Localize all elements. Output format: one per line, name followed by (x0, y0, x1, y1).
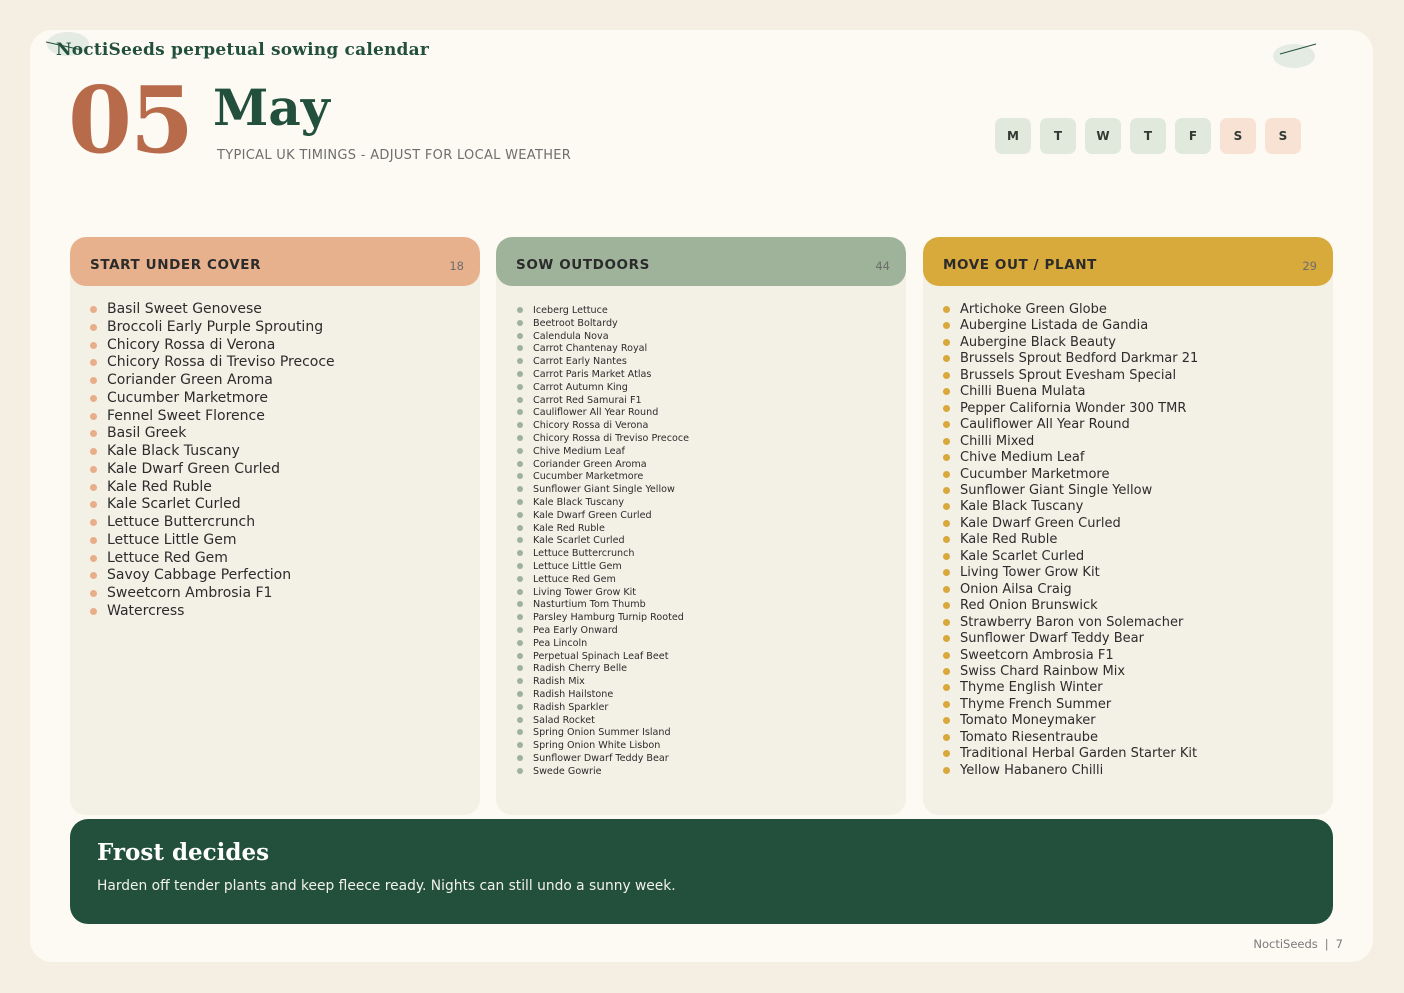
bullet-icon (943, 487, 950, 494)
bullet-icon (943, 339, 950, 346)
list-item (960, 368, 1333, 384)
list-item (533, 740, 906, 753)
bullet-icon (943, 438, 950, 445)
plant-name: Tomato Riesentraube (960, 729, 1099, 745)
calendar-page (30, 30, 1373, 962)
plant-name: Perpetual Spinach Leaf Beet (533, 650, 669, 662)
plant-name: Living Tower Grow Kit (533, 586, 637, 598)
list-item (533, 369, 906, 382)
list-item (960, 730, 1333, 746)
bullet-icon (517, 589, 523, 595)
list-item (533, 663, 906, 676)
bullet-icon (90, 342, 97, 349)
bullet-icon (517, 717, 523, 723)
bullet-icon (90, 430, 97, 437)
weekday-6: S (1265, 118, 1301, 154)
bullet-icon (90, 501, 97, 508)
plant-name: Carrot Autumn King (533, 381, 628, 393)
list-item (960, 631, 1333, 647)
bullet-icon (943, 503, 950, 510)
plant-name: Pea Lincoln (533, 637, 588, 649)
timing-note: TYPICAL UK TIMINGS - ADJUST FOR LOCAL WEATHER (217, 148, 572, 163)
list-item (960, 713, 1333, 729)
list-item (533, 599, 906, 612)
plant-name: Basil Sweet Genovese (107, 301, 262, 317)
list-item (107, 337, 480, 355)
bullet-icon (517, 473, 523, 479)
bullet-icon (517, 422, 523, 428)
footer-separator: | (1324, 937, 1329, 951)
plant-name: Beetroot Boltardy (533, 317, 618, 329)
bullet-icon (943, 602, 950, 609)
bullet-icon (517, 448, 523, 454)
bullet-icon (943, 701, 950, 708)
plant-name: Broccoli Early Purple Sprouting (107, 318, 324, 335)
bullet-icon (943, 388, 950, 395)
plant-name: Kale Dwarf Green Curled (960, 515, 1121, 531)
list-item (533, 625, 906, 638)
weekday-1: T (1040, 118, 1076, 154)
plant-name: Coriander Green Aroma (107, 372, 273, 388)
bullet-icon (90, 395, 97, 402)
plant-name: Chicory Rossa di Treviso Precoce (533, 432, 690, 444)
plant-name: Lettuce Buttercrunch (533, 548, 635, 560)
bullet-icon (90, 537, 97, 544)
list-item (533, 535, 906, 548)
plant-name: Chilli Mixed (960, 433, 1035, 449)
column-title: SOW OUTDOORS (516, 256, 650, 273)
plant-name: Spring Onion Summer Island (533, 727, 671, 739)
bullet-icon (517, 307, 523, 313)
plant-name: Sunflower Giant Single Yellow (960, 482, 1153, 498)
plant-name: Chive Medium Leaf (533, 445, 625, 457)
weekday-2: W (1085, 118, 1121, 154)
plant-name: Cauliflower All Year Round (960, 417, 1130, 433)
plant-name: Kale Black Tuscany (533, 496, 625, 508)
column-title: START UNDER COVER (90, 256, 262, 273)
weekday-3: T (1130, 118, 1166, 154)
list-item (107, 514, 480, 532)
list-item (960, 483, 1333, 499)
plant-name: Lettuce Little Gem (533, 560, 622, 572)
bullet-icon (517, 665, 523, 671)
list-item (960, 516, 1333, 532)
weekday-strip (995, 118, 1301, 154)
banner-title: Frost decides (97, 839, 270, 866)
list-item (107, 550, 480, 568)
plant-name: Spring Onion White Lisbon (533, 740, 661, 752)
bullet-icon (517, 729, 523, 735)
bullet-icon (943, 355, 950, 362)
plant-name: Artichoke Green Globe (960, 302, 1107, 317)
list-item (533, 433, 906, 446)
list-item (960, 450, 1333, 466)
column-sow-outdoors (496, 237, 906, 815)
bullet-icon (517, 768, 523, 774)
weekday-0: M (995, 118, 1031, 154)
plant-name: Lettuce Red Gem (533, 573, 616, 585)
bullet-icon (90, 555, 97, 562)
list-item (960, 549, 1333, 565)
plant-name: Chive Medium Leaf (960, 450, 1085, 466)
bullet-icon (517, 653, 523, 659)
list-item (533, 318, 906, 331)
day-number: 05 (68, 66, 193, 174)
plant-name: Red Onion Brunswick (960, 598, 1098, 614)
plant-name: Sweetcorn Ambrosia F1 (960, 647, 1114, 663)
plant-name: Radish Sparkler (533, 701, 609, 713)
plant-name: Sunflower Dwarf Teddy Bear (960, 631, 1144, 647)
plant-name: Chicory Rossa di Verona (533, 420, 649, 432)
list-item (960, 417, 1333, 433)
bullet-icon (517, 358, 523, 364)
list-item (533, 305, 906, 318)
bullet-icon (517, 409, 523, 415)
list-item (533, 382, 906, 395)
list-item (533, 753, 906, 766)
list-item (533, 484, 906, 497)
list-item (960, 532, 1333, 548)
list-item (960, 401, 1333, 417)
list-item (107, 567, 480, 585)
bullet-icon (517, 384, 523, 390)
list-item (960, 318, 1333, 334)
plant-name: Kale Red Ruble (533, 522, 605, 534)
list-item (960, 763, 1333, 779)
plant-name: Strawberry Baron von Solemacher (960, 614, 1184, 630)
plant-name: Swiss Chard Rainbow Mix (960, 663, 1126, 679)
item-count: 29 (1302, 258, 1317, 273)
list-item (960, 582, 1333, 598)
bullet-icon (517, 333, 523, 339)
bullet-icon (90, 608, 97, 615)
plant-name: Lettuce Buttercrunch (107, 514, 256, 530)
list-item (533, 715, 906, 728)
bullet-icon (943, 619, 950, 626)
list-item (960, 746, 1333, 762)
plant-name: Pepper California Wonder 300 TMR (960, 400, 1187, 416)
plant-name: Fennel Sweet Florence (107, 407, 265, 424)
bullet-icon (90, 519, 97, 526)
list-item (960, 680, 1333, 696)
list-item (533, 343, 906, 356)
bullet-icon (943, 536, 950, 543)
list-item (533, 651, 906, 664)
bullet-icon (90, 484, 97, 491)
bullet-icon (943, 520, 950, 527)
list-item (107, 443, 480, 461)
list-item (533, 395, 906, 408)
bullet-icon (943, 717, 950, 724)
list-item (533, 356, 906, 369)
bullet-icon (517, 755, 523, 761)
plant-name: Kale Scarlet Curled (960, 548, 1085, 564)
bullet-icon (517, 435, 523, 441)
frost-banner (70, 819, 1333, 924)
month-title: May (213, 78, 330, 137)
plant-name: Carrot Chantenay Royal (533, 343, 648, 355)
bullet-icon (517, 486, 523, 492)
plant-name: Kale Black Tuscany (107, 443, 240, 459)
plant-name: Lettuce Red Gem (107, 549, 228, 566)
plant-name: Kale Dwarf Green Curled (533, 509, 652, 521)
plant-name: Iceberg Lettuce (533, 305, 608, 316)
leaf-decoration-right (1270, 40, 1320, 70)
list-item (533, 497, 906, 510)
bullet-icon (943, 586, 950, 593)
plant-name: Tomato Moneymaker (960, 713, 1096, 729)
bullet-icon (90, 306, 97, 313)
list-item (107, 425, 480, 443)
plant-name: Radish Mix (533, 676, 585, 688)
list-item (533, 523, 906, 536)
list-item (533, 612, 906, 625)
plant-name: Kale Red Ruble (960, 532, 1058, 548)
item-count: 18 (449, 258, 464, 273)
plant-name: Salad Rocket (533, 714, 595, 726)
list-item (960, 434, 1333, 450)
bullet-icon (90, 572, 97, 579)
bullet-icon (90, 324, 97, 331)
bullet-icon (943, 635, 950, 642)
bullet-icon (517, 371, 523, 377)
list-item (533, 766, 906, 779)
list-item (533, 510, 906, 523)
list-item (960, 565, 1333, 581)
bullet-icon (517, 537, 523, 543)
page-number: 7 (1335, 937, 1343, 951)
plant-name: Thyme French Summer (960, 696, 1112, 712)
bullet-icon (517, 345, 523, 351)
list-item (960, 615, 1333, 631)
bullet-icon (517, 563, 523, 569)
plant-name: Cauliflower All Year Round (533, 407, 659, 419)
column-header (496, 237, 906, 286)
bullet-icon (943, 767, 950, 774)
plant-name: Chicory Rossa di Verona (107, 336, 276, 353)
bullet-icon (943, 322, 950, 329)
plant-name: Carrot Red Samurai F1 (533, 394, 642, 406)
bullet-icon (943, 668, 950, 675)
bullet-icon (517, 397, 523, 403)
list-item (533, 420, 906, 433)
list-item (533, 638, 906, 651)
banner-text: Harden off tender plants and keep fleece ready. Nights can still undo a sunny week. (97, 878, 676, 894)
list-item (533, 407, 906, 420)
bullet-icon (943, 306, 950, 313)
list-item (107, 461, 480, 479)
plant-name: Living Tower Grow Kit (960, 565, 1100, 581)
plant-name: Brussels Sprout Evesham Special (960, 367, 1177, 383)
plant-name: Aubergine Black Beauty (960, 334, 1116, 350)
column-start-under-cover (70, 237, 480, 815)
list-item (533, 446, 906, 459)
page-footer (1253, 937, 1343, 951)
footer-brand: NoctiSeeds (1253, 937, 1318, 951)
list-item (960, 697, 1333, 713)
column-header (70, 237, 480, 286)
plant-name: Thyme English Winter (960, 680, 1103, 696)
plant-name: Radish Hailstone (533, 688, 614, 700)
bullet-icon (517, 512, 523, 518)
column-move-out-plant (923, 237, 1333, 815)
plant-name: Onion Ailsa Craig (960, 581, 1072, 597)
plant-name: Coriander Green Aroma (533, 458, 647, 470)
bullet-icon (943, 372, 950, 379)
list-item (960, 335, 1333, 351)
list-item (533, 459, 906, 472)
list-item (533, 548, 906, 561)
list-item (107, 372, 480, 390)
bullet-icon (517, 704, 523, 710)
plant-name: Lettuce Little Gem (107, 531, 237, 548)
list-item (533, 676, 906, 689)
bullet-icon (90, 448, 97, 455)
plant-name: Cucumber Marketmore (533, 471, 644, 483)
bullet-icon (943, 750, 950, 757)
plant-name: Chilli Buena Mulata (960, 384, 1086, 400)
list-item (107, 408, 480, 426)
bullet-icon (517, 499, 523, 505)
weekday-5: S (1220, 118, 1256, 154)
brand-title: NoctiSeeds perpetual sowing calendar (56, 40, 430, 60)
bullet-icon (943, 569, 950, 576)
list-item (107, 390, 480, 408)
plant-name: Traditional Herbal Garden Starter Kit (960, 746, 1198, 762)
bullet-icon (517, 320, 523, 326)
bullet-icon (943, 684, 950, 691)
list-item (533, 331, 906, 344)
bullet-icon (90, 413, 97, 420)
list-item (533, 689, 906, 702)
plant-name: Savoy Cabbage Perfection (107, 567, 292, 584)
bullet-icon (90, 466, 97, 473)
list-item (960, 302, 1333, 318)
plant-name: Aubergine Listada de Gandia (960, 318, 1149, 334)
bullet-icon (943, 454, 950, 461)
plant-name: Sweetcorn Ambrosia F1 (107, 585, 273, 601)
bullet-icon (943, 734, 950, 741)
bullet-icon (943, 553, 950, 560)
plant-name: Parsley Hamburg Turnip Rooted (533, 612, 684, 624)
list-item (960, 384, 1333, 400)
bullet-icon (517, 601, 523, 607)
list-item (533, 561, 906, 574)
list-item (107, 585, 480, 603)
list-item (107, 603, 480, 621)
item-count: 44 (875, 258, 890, 273)
plant-name: Nasturtium Tom Thumb (533, 599, 646, 611)
list-item (107, 532, 480, 550)
plant-name: Radish Cherry Belle (533, 663, 628, 675)
bullet-icon (517, 627, 523, 633)
plant-name: Pea Early Onward (533, 624, 618, 636)
plant-name: Cucumber Marketmore (960, 466, 1110, 482)
bullet-icon (517, 614, 523, 620)
list-item (107, 301, 480, 319)
bullet-icon (517, 678, 523, 684)
plant-name: Watercress (107, 602, 185, 619)
plant-name: Yellow Habanero Chilli (960, 762, 1104, 778)
plant-name: Carrot Early Nantes (533, 356, 627, 368)
list-item (960, 499, 1333, 515)
plant-name: Cucumber Marketmore (107, 389, 268, 406)
bullet-icon (517, 691, 523, 697)
list-item (107, 319, 480, 337)
list-item (533, 471, 906, 484)
plant-name: Calendula Nova (533, 330, 609, 342)
bullet-icon (943, 652, 950, 659)
plant-list (70, 286, 480, 621)
plant-name: Kale Scarlet Curled (533, 535, 625, 547)
bullet-icon (943, 405, 950, 412)
list-item (960, 351, 1333, 367)
plant-name: Kale Scarlet Curled (107, 496, 241, 513)
plant-name: Carrot Paris Market Atlas (533, 368, 652, 380)
list-item (107, 496, 480, 514)
plant-list (923, 286, 1333, 779)
bullet-icon (517, 742, 523, 748)
list-item (960, 598, 1333, 614)
bullet-icon (90, 359, 97, 366)
plant-name: Swede Gowrie (533, 765, 602, 777)
bullet-icon (943, 421, 950, 428)
list-item (107, 479, 480, 497)
list-item (533, 574, 906, 587)
list-item (960, 467, 1333, 483)
list-item (960, 648, 1333, 664)
plant-name: Basil Greek (107, 425, 187, 442)
list-item (533, 727, 906, 740)
plant-name: Brussels Sprout Bedford Darkmar 21 (960, 351, 1199, 367)
plant-list (496, 286, 906, 778)
bullet-icon (517, 550, 523, 556)
plant-name: Chicory Rossa di Treviso Precoce (107, 354, 335, 371)
bullet-icon (943, 471, 950, 478)
list-item (533, 702, 906, 715)
bullet-icon (517, 640, 523, 646)
weekday-4: F (1175, 118, 1211, 154)
list-item (533, 587, 906, 600)
plant-name: Kale Red Ruble (107, 478, 212, 495)
column-title: MOVE OUT / PLANT (943, 256, 1097, 273)
bullet-icon (90, 377, 97, 384)
plant-name: Sunflower Giant Single Yellow (533, 484, 675, 496)
plant-name: Sunflower Dwarf Teddy Bear (533, 752, 669, 764)
bullet-icon (90, 590, 97, 597)
bullet-icon (517, 576, 523, 582)
bullet-icon (517, 525, 523, 531)
plant-name: Kale Dwarf Green Curled (107, 460, 281, 477)
bullet-icon (517, 461, 523, 467)
list-item (107, 354, 480, 372)
list-item (960, 664, 1333, 680)
plant-name: Kale Black Tuscany (960, 499, 1084, 515)
column-header (923, 237, 1333, 286)
